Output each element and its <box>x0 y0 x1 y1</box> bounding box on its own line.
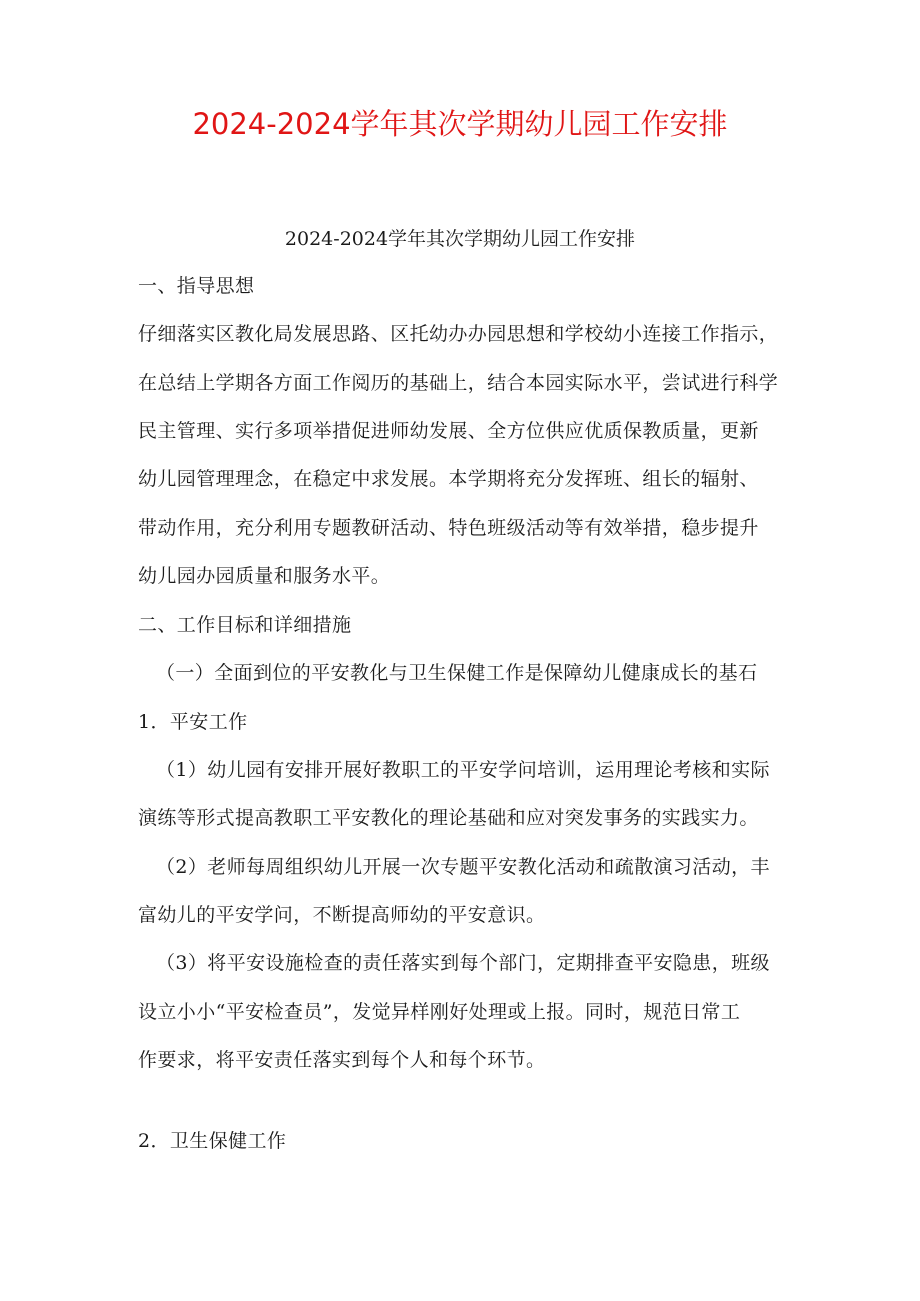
page-title: 2024-2024学年其次学期幼儿园工作安排 <box>192 107 728 141</box>
item-heading-health-care: 2．卫生保健工作 <box>138 1130 287 1152</box>
paragraph-line: 带动作用，充分利用专题教研活动、特色班级活动等有效举措，稳步提升 <box>138 517 759 539</box>
paragraph-line: 仔细落实区教化局发展思路、区托幼办办园思想和学校幼小连接工作指示， <box>138 323 779 345</box>
document-subtitle: 2024-2024学年其次学期幼儿园工作安排 <box>284 228 636 250</box>
paragraph-line: （1）幼儿园有安排开展好教职工的平安学问培训，运用理论考核和实际 <box>156 759 770 781</box>
item-heading-safety-work: 1．平安工作 <box>138 711 248 733</box>
paragraph-line: 在总结上学期各方面工作阅历的基础上，结合本园实际水平，尝试进行科学 <box>138 372 779 394</box>
section-heading-goals-measures: 二、工作目标和详细措施 <box>138 614 352 636</box>
paragraph-line: 演练等形式提高教职工平安教化的理论基础和应对突发事务的实践实力。 <box>138 807 759 829</box>
paragraph-line: （3）将平安设施检查的责任落实到每个部门，定期排查平安隐患，班级 <box>156 952 770 974</box>
paragraph-line: 富幼儿的平安学问，不断提高师幼的平安意识。 <box>138 904 546 926</box>
section-heading-guiding-ideology: 一、指导思想 <box>138 275 255 297</box>
paragraph-line: 幼儿园管理理念，在稳定中求发展。本学期将充分发挥班、组长的辐射、 <box>138 468 759 490</box>
paragraph-line: 民主管理、实行多项举措促进师幼发展、全方位供应优质保教质量，更新 <box>138 420 759 442</box>
paragraph-line: （2）老师每周组织幼儿开展一次专题平安教化活动和疏散演习活动，丰 <box>156 856 770 878</box>
paragraph-line: 设立小小“平安检查员”，发觉异样刚好处理或上报。同时，规范日常工 <box>138 1001 741 1023</box>
subsection-heading: （一）全面到位的平安教化与卫生保健工作是保障幼儿健康成长的基石 <box>156 662 758 684</box>
paragraph-line: 幼儿园办园质量和服务水平。 <box>138 565 391 587</box>
paragraph-line: 作要求，将平安责任落实到每个人和每个环节。 <box>138 1049 546 1071</box>
